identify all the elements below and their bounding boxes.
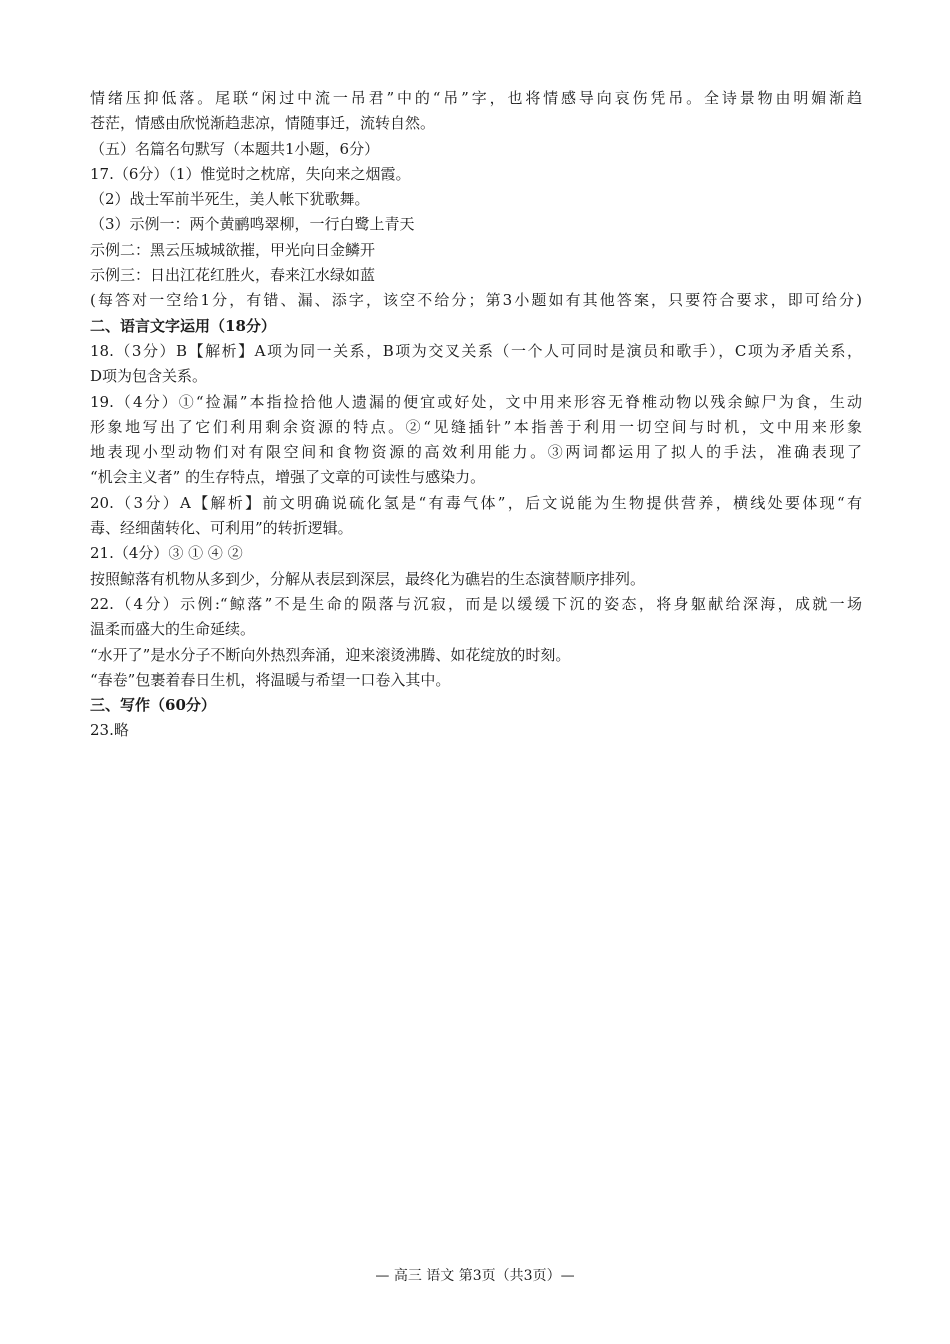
text-line: 19.（4分）①“捡漏”本指捡拾他人遗漏的便宜或好处，文中用来形容无脊椎动物以残余鲸尸为食，生动 [90,392,862,411]
text-line: “春卷”包裹着春日生机，将温暖与希望一口卷入其中。 [90,670,451,689]
text-line: D项为包含关系。 [90,367,208,386]
text-line: 毒、经细菌转化、可利用”的转折逻辑。 [90,519,353,538]
page-footer: — 高三 语文 第3页（共3页）— [375,1268,575,1284]
scoring-note: (每答对一空给1分，有错、漏、添字，该空不给分；第3小题如有其他答案，只要符合要求，即可给分) [90,291,862,310]
text-line: 苍茫，情感由欣悦渐趋悲凉，情随事迁，流转自然。 [90,114,436,133]
section-heading: 三、写作（60分） [90,696,216,715]
text-line: 示例二：黑云压城城欲摧，甲光向日金鳞开 [90,240,376,259]
text-line: （2）战士军前半死生，美人帐下犹歌舞。 [90,190,370,209]
text-line: 形象地写出了它们利用剩余资源的特点。②“见缝插针”本指善于利用一切空间与时机，文中用来形象 [90,417,862,436]
text-line: 温柔而盛大的生命延续。 [90,620,256,639]
text-line: 18.（3分）B【解析】A项为同一关系，B项为交叉关系（一个人可同时是演员和歌手），C项为矛盾关系， [90,341,862,360]
section-heading: （五）名篇名句默写（本题共1小题，6分） [90,139,380,158]
text-line: （3）示例一：两个黄鹂鸣翠柳，一行白鹭上青天 [90,215,415,234]
text-line: “机会主义者” 的生存特点，增强了文章的可读性与感染力。 [90,468,486,487]
text-line: 17.（6分）（1）惟觉时之枕席，失向来之烟霞。 [90,164,411,183]
text-line: 22.（4分）示例:“鲸落”不是生命的陨落与沉寂，而是以缓缓下沉的姿态，将身躯献给深海，成就一场 [90,594,862,613]
text-line: 示例三：日出江花红胜火，春来江水绿如蓝 [90,266,376,285]
text-line: “水开了”是水分子不断向外热烈奔涌，迎来滚烫沸腾、如花绽放的时刻。 [90,645,571,664]
answer-text-body [90,86,862,744]
text-line: 21.（4分）③ ① ④ ② [90,544,243,563]
text-line: 23.略 [90,721,129,740]
text-line: 情绪压抑低落。尾联“闲过中流一吊君”中的“吊”字，也将情感导向哀伤凭吊。全诗景物由明媚渐趋 [90,89,862,107]
text-line: 20.（3分）A【解析】前文明确说硫化氢是“有毒气体”，后文说能为生物提供营养，横线处要体现“有 [90,493,862,512]
text-line: 地表现小型动物们对有限空间和食物资源的高效利用能力。③两词都运用了拟人的手法，准确表现了 [90,443,862,462]
section-heading: 二、语言文字运用（18分） [90,316,276,335]
text-line: 按照鲸落有机物从多到少，分解从表层到深层，最终化为礁岩的生态演替顺序排列。 [90,569,646,588]
